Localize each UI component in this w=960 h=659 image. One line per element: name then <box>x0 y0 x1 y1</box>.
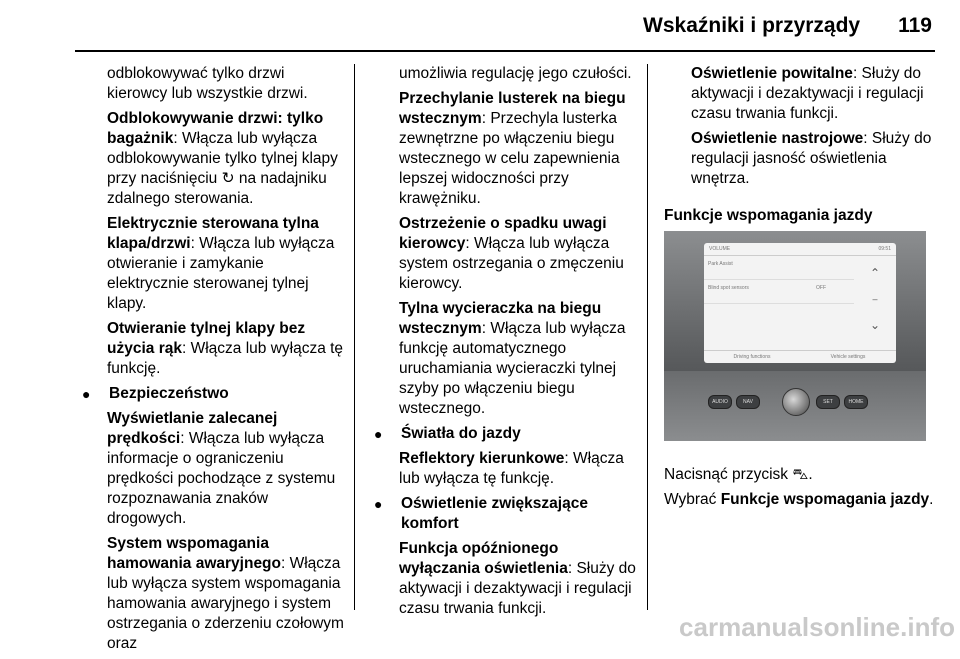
page-number: 119 <box>898 14 932 37</box>
column-divider <box>647 64 648 610</box>
column-divider <box>354 64 355 610</box>
bullet-item: ● Oświetlenie zwiększające komfort <box>374 495 588 532</box>
paragraph: Reflektory kierunkowe: Włącza lub wyłącza tę funkcję. <box>399 450 624 487</box>
paragraph: Ostrzeżenie o spadku uwagi kierowcy: Włącza lub wyłącza system ostrzegania o zmęczeniu kierowcy. <box>399 215 624 292</box>
bullet-icon: ● <box>374 426 383 442</box>
panel-button: NAV <box>736 395 760 409</box>
paragraph: Wybrać Funkcje wspomagania jazdy. <box>664 491 934 508</box>
section-heading: Funkcje wspomagania jazdy <box>664 207 873 224</box>
header-rule <box>75 50 935 52</box>
display-row: Blind spot sensors OFF <box>704 280 854 304</box>
display-time: 09:51 <box>878 245 891 252</box>
paragraph: Elektrycznie sterowana tylna klapa/drzwi: Włącza lub wyłącza otwieranie i zamykanie elektrycznie sterowanej tylnej klapy. <box>107 215 335 312</box>
column-1 <box>80 64 345 659</box>
bullet-item: ● Światła do jazdy <box>374 425 521 442</box>
scroll-indicator: – <box>872 294 878 304</box>
column-2 <box>372 64 640 624</box>
infotainment-photo <box>664 231 926 441</box>
toggle-switch: OFF <box>816 285 826 291</box>
display-tab: Driving functions <box>733 354 771 360</box>
chevron-down-icon: ⌄ <box>869 318 881 332</box>
remote-tailgate-icon: ↻ <box>221 170 235 187</box>
volume-knob <box>782 388 810 416</box>
chevron-up-icon: ⌃ <box>869 266 881 280</box>
paragraph: Tylna wycieraczka na biegu wstecznym: Włącza lub wyłącza funkcję automatycznego uruchamiania wycieraczki tylnej szyby po włączeniu biegu wstecznego. <box>399 300 626 417</box>
bullet-icon: ● <box>374 496 383 512</box>
display-row: Park Assist <box>704 256 854 280</box>
paragraph: Przechylanie lusterek na biegu wstecznym: Przechyla lusterka zewnętrzne po włączeniu biegu wstecznego w celu zapewnienia lepszej widoczności przy krawężniku. <box>399 90 626 207</box>
paragraph: Wyświetlanie zalecanej prędkości: Włącza lub wyłącza informacje o ograniczeniu prędkości pochodzące z systemu rozpoznawania znaków drogowych. <box>107 410 336 527</box>
paragraph: Nacisnąć przycisk ⛍. <box>664 466 813 483</box>
header-title: Wskaźniki i przyrządy <box>643 14 861 37</box>
page-header <box>0 6 932 46</box>
paragraph: umożliwia regulację jego czułości. <box>399 65 632 82</box>
display-tab: Vehicle settings <box>830 354 866 360</box>
infotainment-display <box>704 243 896 363</box>
display-volume-label: VOLUME <box>709 245 731 252</box>
paragraph: System wspomagania hamowania awaryjnego: Włącza lub wyłącza system wspomagania hamowania awaryjnego i system ostrzegania o zderzeniu czołowym oraz <box>107 535 344 652</box>
paragraph: Oświetlenie nastrojowe: Służy do regulacji jasność oświetlenia wnętrza. <box>691 130 932 187</box>
panel-button: HOME <box>844 395 868 409</box>
column-3 <box>664 64 934 515</box>
paragraph: Oświetlenie powitalne: Służy do aktywacji i dezaktywacji i regulacji czasu trwania funkcji. <box>691 65 924 122</box>
bullet-item: ● Bezpieczeństwo <box>82 385 229 402</box>
paragraph: Funkcja opóźnionego wyłączania oświetlenia: Służy do aktywacji i dezaktywacji i regulacji czasu trwania funkcji. <box>399 540 636 617</box>
panel-button: AUDIO <box>708 395 732 409</box>
bullet-icon: ● <box>82 386 91 402</box>
paragraph: Otwieranie tylnej klapy bez użycia rąk: Włącza lub wyłącza tę funkcję. <box>107 320 344 377</box>
watermark: carmanualsonline.info <box>679 612 955 642</box>
panel-button: SET <box>816 395 840 409</box>
paragraph: Odblokowywanie drzwi: tylko bagażnik: Włącza lub wyłącza odblokowywanie tylko tylnej klapy przy naciśnięciu ↻ na nadajniku zdalnego sterowania. <box>107 110 338 207</box>
car-button-icon: ⛍ <box>792 466 809 483</box>
paragraph: odblokowywać tylko drzwi kierowcy lub wszystkie drzwi. <box>107 65 308 102</box>
